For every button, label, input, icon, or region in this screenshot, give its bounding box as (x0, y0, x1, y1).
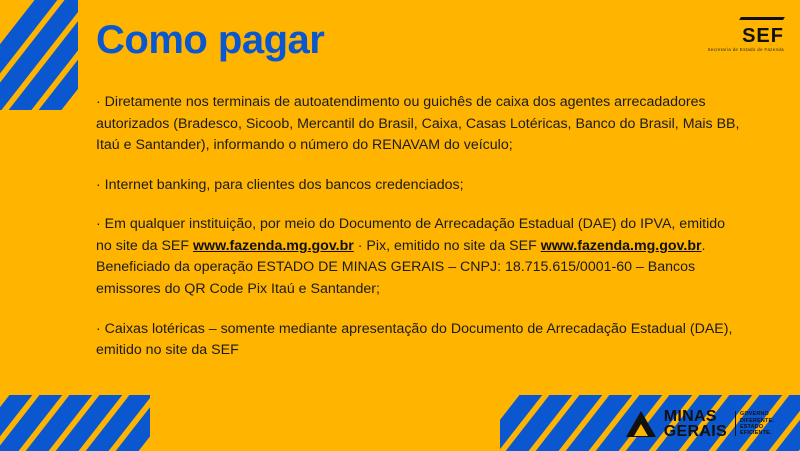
sef-logo-mark: SEF (742, 25, 784, 47)
minas-gerais-triangle-icon (626, 411, 656, 437)
minas-gerais-logo (626, 409, 774, 439)
link-p3-3[interactable]: www.fazenda.mg.gov.br (540, 237, 702, 254)
paragraph-1 (96, 92, 744, 157)
minas-gerais-wordmark (664, 409, 727, 439)
sef-logo-subtitle: Secretaria de Estado de Fazenda (707, 47, 784, 52)
decorative-stripes-bottom-left (0, 395, 150, 451)
text-p3-4: . Beneficiado da operação ESTADO DE MINAS GERAIS – CNPJ: 18.715.615/0001-60 – Bancos emissores do QR Code Pix Itaú e Santander; (96, 237, 706, 298)
paragraph-3 (96, 214, 744, 300)
paragraph-4 (96, 319, 744, 362)
decorative-stripes-top-left (0, 0, 78, 110)
paragraph-2 (96, 175, 744, 197)
text-p4-0: · Caixas lotéricas – somente mediante apresentação do Documento de Arrecadação Estadual (DAE), emitido no site da SEF (96, 320, 733, 359)
text-p3-0: · Em qualquer instituição, por meio do Documento de Arrecadação Estadual (DAE) do IPVA, emitido no site da SEF (96, 216, 726, 254)
sef-logo (708, 10, 784, 52)
text-p1-0: · Diretamente nos terminais de autoatendimento ou guichês de caixa dos agentes arrecadadores autorizados (Bradesco, Sicoob, Mercantil do Brasil, Caixa, Casas Lotéricas, Banco do Brasil, Mais BB, Itaú e Santander), informando o número do RENAVAM do veículo; (96, 94, 740, 154)
link-p3-1[interactable]: www.fazenda.mg.gov.br (193, 237, 354, 254)
sef-slash-icon (739, 17, 785, 20)
minas-gerais-line1: MINAS (663, 407, 717, 425)
minas-gerais-tagline: GOVERNO DIFERENTE. ESTADO EFICIENTE. (735, 411, 774, 436)
body-copy (96, 92, 744, 362)
page-title: Como pagar (96, 18, 325, 62)
minas-gerais-line2: GERAIS (663, 422, 727, 440)
text-p2-0: · Internet banking, para clientes dos bancos credenciados; (96, 176, 464, 193)
text-p3-2: · Pix, emitido no site da SEF (353, 237, 541, 254)
